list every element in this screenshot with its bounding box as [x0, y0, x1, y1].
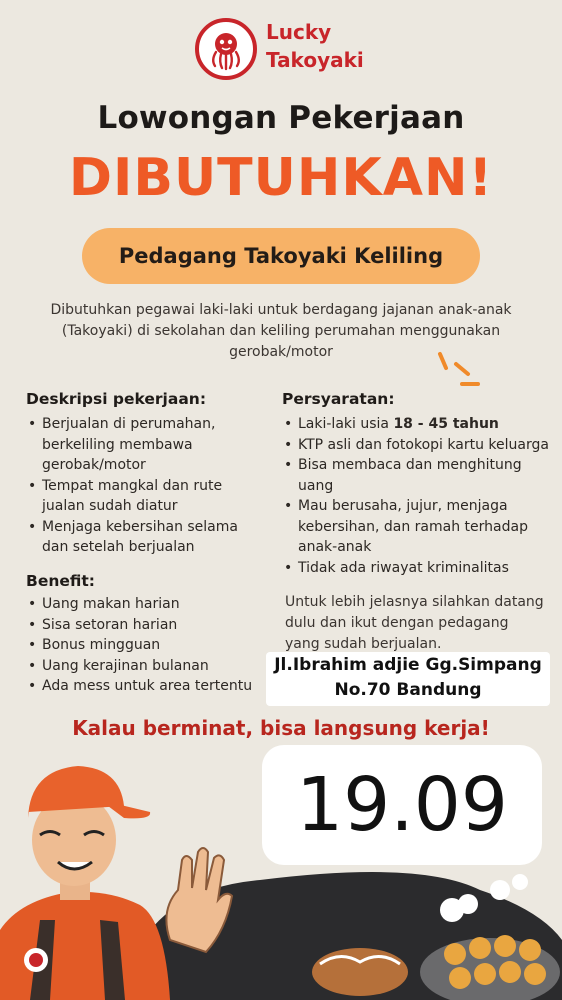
brand-logo	[195, 18, 257, 80]
list-item	[282, 414, 550, 435]
list-item: • Sisa setoran harian	[26, 615, 276, 636]
address	[266, 653, 550, 703]
headline: Lowongan Pekerjaan	[97, 100, 465, 136]
list-item: • Ada mess untuk area tertentu	[26, 676, 276, 697]
requirement-age-range: 18 - 45 tahun	[393, 416, 499, 432]
requirements-list	[282, 414, 550, 578]
requirements-title: Persyaratan:	[282, 390, 395, 408]
list-item: • Menjaga kebersihan selama dan setelah berjualan	[26, 517, 266, 558]
page-title: DIBUTUHKAN!	[68, 148, 494, 208]
job-description-title: Deskripsi pekerjaan:	[26, 390, 207, 408]
brand-name	[266, 18, 364, 74]
brand-name-line2: Takoyaki	[266, 48, 364, 72]
list-item: • Tidak ada riwayat kriminalitas	[282, 558, 550, 579]
brand-name-line1: Lucky	[266, 20, 332, 44]
list-item: • Uang kerajinan bulanan	[26, 656, 276, 677]
list-item: • Bonus mingguan	[26, 635, 276, 656]
address-line1: Jl.Ibrahim adjie Gg.Simpang	[274, 655, 542, 675]
job-description-section	[26, 390, 266, 558]
takoyaki-octopus-logo-icon	[203, 26, 249, 72]
position-label: Pedagang Takoyaki Keliling	[118, 244, 444, 268]
time-sticker	[262, 745, 542, 865]
list-item: • Tempat mangkal dan rute jualan sudah diatur	[26, 476, 266, 517]
intro-text: Dibutuhkan pegawai laki-laki untuk berdagang jajanan anak-anak (Takoyaki) di sekolahan dan keliling perumahan menggunakan gerobak/motor	[50, 302, 512, 360]
address-line2: No.70 Bandung	[334, 680, 482, 700]
job-description-list	[26, 414, 266, 558]
position-pill	[82, 228, 480, 284]
time-text: 19.09	[296, 762, 508, 848]
list-item: • Berjualan di perumahan, berkeliling membawa gerobak/motor	[26, 414, 266, 476]
list-item: • Bisa membaca dan menghitung uang	[282, 455, 550, 496]
list-item: • KTP asli dan fotokopi kartu keluarga	[282, 435, 550, 456]
list-item: • Uang makan harian	[26, 594, 276, 615]
requirements-section	[282, 390, 550, 578]
call-to-action: Kalau berminat, bisa langsung kerja!	[72, 716, 490, 740]
requirement-age-prefix: Laki-laki usia	[298, 416, 394, 432]
benefit-title: Benefit:	[26, 572, 95, 590]
sparkle-rays-icon	[432, 350, 492, 394]
benefit-list	[26, 594, 276, 697]
benefit-section	[26, 572, 276, 697]
contact-note: Untuk lebih jelasnya silahkan datang dulu dan ikut dengan pedagang yang sudah berjualan.	[285, 594, 544, 652]
list-item: • Mau berusaha, jujur, menjaga kebersihan, dan ramah terhadap anak-anak	[282, 496, 550, 558]
